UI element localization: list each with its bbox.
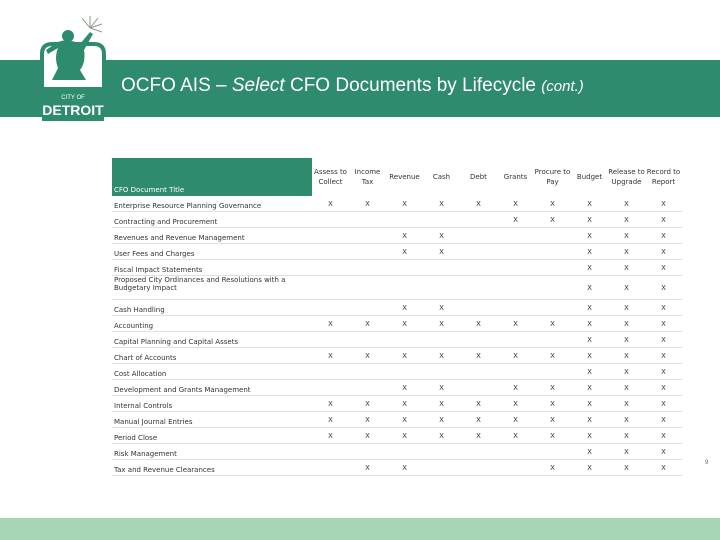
lifecycle-mark-cell: [312, 460, 349, 476]
document-title-cell: Chart of Accounts: [112, 348, 312, 364]
lifecycle-mark-cell: X: [460, 428, 497, 444]
lifecycle-mark-cell: X: [460, 412, 497, 428]
lifecycle-mark-cell: X: [571, 444, 608, 460]
lifecycle-mark-cell: [534, 228, 571, 244]
lifecycle-mark-cell: [497, 460, 534, 476]
lifecycle-mark-cell: X: [571, 460, 608, 476]
lifecycle-mark-cell: X: [497, 428, 534, 444]
lifecycle-mark-cell: [534, 364, 571, 380]
lifecycle-mark-cell: [349, 228, 386, 244]
lifecycle-mark-cell: X: [349, 316, 386, 332]
lifecycle-mark-cell: X: [497, 380, 534, 396]
lifecycle-mark-cell: X: [460, 348, 497, 364]
lifecycle-mark-cell: X: [608, 348, 645, 364]
lifecycle-mark-cell: [460, 300, 497, 316]
logo-text-city-of: CITY OF: [61, 95, 85, 101]
lifecycle-mark-cell: X: [497, 196, 534, 212]
lifecycle-mark-cell: [460, 380, 497, 396]
lifecycle-mark-cell: [423, 444, 460, 460]
document-title-cell: Period Close: [112, 428, 312, 444]
lifecycle-mark-cell: X: [349, 428, 386, 444]
lifecycle-mark-cell: X: [497, 348, 534, 364]
lifecycle-mark-cell: X: [312, 428, 349, 444]
lifecycle-mark-cell: X: [386, 300, 423, 316]
lifecycle-mark-cell: X: [386, 396, 423, 412]
table-row: [112, 444, 682, 460]
lifecycle-mark-cell: [460, 228, 497, 244]
lifecycle-mark-cell: [460, 212, 497, 228]
col-header-record-to-report: Record to Report: [646, 168, 681, 186]
lifecycle-mark-cell: [534, 332, 571, 348]
lifecycle-mark-cell: [497, 444, 534, 460]
lifecycle-mark-cell: X: [386, 196, 423, 212]
lifecycle-mark-cell: X: [534, 348, 571, 364]
lifecycle-mark-cell: [312, 228, 349, 244]
lifecycle-mark-cell: X: [608, 380, 645, 396]
lifecycle-mark-cell: X: [645, 332, 682, 348]
lifecycle-mark-cell: X: [312, 316, 349, 332]
lifecycle-mark-cell: [423, 332, 460, 348]
lifecycle-mark-cell: X: [312, 412, 349, 428]
document-title-cell: User Fees and Charges: [112, 244, 312, 260]
document-title-cell: Internal Controls: [112, 396, 312, 412]
lifecycle-mark-cell: X: [571, 196, 608, 212]
lifecycle-mark-cell: [534, 444, 571, 460]
lifecycle-mark-cell: X: [645, 212, 682, 228]
logo-text-detroit: DETROIT: [42, 102, 104, 118]
table-body: [112, 196, 682, 476]
lifecycle-mark-cell: X: [423, 300, 460, 316]
lifecycle-mark-cell: X: [460, 196, 497, 212]
col-header-release-to-upgrade: Release to Upgrade: [608, 168, 645, 186]
lifecycle-mark-cell: X: [386, 460, 423, 476]
lifecycle-mark-cell: X: [645, 316, 682, 332]
lifecycle-mark-cell: [497, 276, 534, 300]
lifecycle-mark-cell: [386, 260, 423, 276]
col-header-budget: Budget: [576, 173, 603, 181]
document-title-cell: Proposed City Ordinances and Resolutions with a Budgetary Impact: [112, 276, 312, 300]
lifecycle-mark-cell: X: [571, 276, 608, 300]
document-title-cell: Revenues and Revenue Management: [112, 228, 312, 244]
lifecycle-mark-cell: X: [645, 276, 682, 300]
lifecycle-mark-cell: [497, 364, 534, 380]
lifecycle-mark-cell: [312, 260, 349, 276]
document-title-cell: Risk Management: [112, 444, 312, 460]
lifecycle-mark-cell: [460, 244, 497, 260]
lifecycle-mark-cell: X: [460, 396, 497, 412]
lifecycle-mark-cell: X: [645, 444, 682, 460]
lifecycle-mark-cell: X: [571, 332, 608, 348]
lifecycle-mark-cell: X: [608, 212, 645, 228]
lifecycle-mark-cell: X: [534, 428, 571, 444]
lifecycle-mark-cell: X: [608, 364, 645, 380]
lifecycle-mark-cell: X: [608, 260, 645, 276]
lifecycle-mark-cell: [534, 244, 571, 260]
lifecycle-mark-cell: X: [608, 396, 645, 412]
lifecycle-mark-cell: X: [423, 196, 460, 212]
col-header-debt: Debt: [470, 173, 487, 181]
title-prefix: OCFO AIS –: [121, 75, 232, 96]
lifecycle-mark-cell: X: [349, 412, 386, 428]
lifecycle-mark-cell: X: [497, 316, 534, 332]
lifecycle-mark-cell: [423, 364, 460, 380]
lifecycle-mark-cell: X: [386, 380, 423, 396]
lifecycle-mark-cell: [349, 380, 386, 396]
sun-rays-icon: [82, 16, 102, 32]
table-row: [112, 364, 682, 380]
document-title-cell: Manual Journal Entries: [112, 412, 312, 428]
lifecycle-mark-cell: X: [571, 364, 608, 380]
lifecycle-mark-cell: X: [386, 316, 423, 332]
title-middle: CFO Documents by Lifecycle: [284, 75, 542, 96]
lifecycle-mark-cell: [386, 276, 423, 300]
document-title-cell: Capital Planning and Capital Assets: [112, 332, 312, 348]
lifecycle-mark-cell: X: [608, 412, 645, 428]
lifecycle-mark-cell: X: [645, 364, 682, 380]
lifecycle-mark-cell: X: [645, 412, 682, 428]
table-row: [112, 460, 682, 476]
table-row: [112, 244, 682, 260]
lifecycle-mark-cell: [460, 444, 497, 460]
lifecycle-mark-cell: [349, 260, 386, 276]
lifecycle-mark-cell: [349, 300, 386, 316]
lifecycle-mark-cell: X: [608, 332, 645, 348]
lifecycle-mark-cell: X: [608, 276, 645, 300]
lifecycle-mark-cell: X: [571, 212, 608, 228]
col-header-assess-to-collect: Assess to Collect: [314, 168, 347, 186]
lifecycle-mark-cell: X: [497, 412, 534, 428]
table-row: [112, 212, 682, 228]
lifecycle-mark-cell: X: [423, 348, 460, 364]
table-row: [112, 260, 682, 276]
lifecycle-mark-cell: [423, 276, 460, 300]
lifecycle-mark-cell: X: [386, 348, 423, 364]
table-row: [112, 332, 682, 348]
document-title-cell: Contracting and Procurement: [112, 212, 312, 228]
lifecycle-mark-cell: [312, 300, 349, 316]
lifecycle-mark-cell: [349, 212, 386, 228]
lifecycle-mark-cell: X: [608, 196, 645, 212]
lifecycle-mark-cell: X: [423, 228, 460, 244]
lifecycle-mark-cell: X: [349, 396, 386, 412]
lifecycle-mark-cell: X: [571, 412, 608, 428]
lifecycle-mark-cell: X: [312, 396, 349, 412]
lifecycle-mark-cell: X: [349, 348, 386, 364]
lifecycle-mark-cell: X: [645, 300, 682, 316]
lifecycle-mark-cell: [497, 244, 534, 260]
lifecycle-mark-cell: [312, 332, 349, 348]
col-header-doc-title: CFO Document Title: [112, 158, 312, 196]
lifecycle-mark-cell: X: [608, 444, 645, 460]
title-italic: Select: [231, 75, 285, 96]
lifecycle-mark-cell: X: [645, 196, 682, 212]
document-title-cell: Fiscal Impact Statements: [112, 260, 312, 276]
lifecycle-mark-cell: [386, 212, 423, 228]
document-title-cell: Accounting: [112, 316, 312, 332]
lifecycle-mark-cell: [312, 244, 349, 260]
lifecycle-mark-cell: [534, 300, 571, 316]
lifecycle-mark-cell: [386, 332, 423, 348]
lifecycle-mark-cell: [312, 276, 349, 300]
lifecycle-mark-cell: [423, 212, 460, 228]
lifecycle-mark-cell: X: [571, 228, 608, 244]
cfo-documents-table: [112, 158, 682, 476]
city-of-detroit-logo: [28, 14, 118, 132]
lifecycle-mark-cell: [312, 212, 349, 228]
lifecycle-mark-cell: X: [386, 228, 423, 244]
page-title: [121, 75, 584, 97]
lifecycle-mark-cell: X: [534, 396, 571, 412]
col-header-grants: Grants: [503, 173, 528, 181]
col-header-revenue: Revenue: [389, 173, 420, 181]
lifecycle-mark-cell: [460, 332, 497, 348]
lifecycle-mark-cell: X: [534, 196, 571, 212]
lifecycle-mark-cell: X: [645, 428, 682, 444]
table-row: [112, 428, 682, 444]
lifecycle-mark-cell: X: [534, 316, 571, 332]
lifecycle-mark-cell: [386, 444, 423, 460]
lifecycle-mark-cell: X: [460, 316, 497, 332]
lifecycle-mark-cell: [423, 460, 460, 476]
lifecycle-mark-cell: X: [497, 396, 534, 412]
document-title-cell: Cash Handling: [112, 300, 312, 316]
table-row: [112, 228, 682, 244]
lifecycle-mark-cell: [349, 276, 386, 300]
lifecycle-mark-cell: X: [608, 460, 645, 476]
table-row: [112, 412, 682, 428]
table-row: [112, 380, 682, 396]
lifecycle-mark-cell: X: [386, 412, 423, 428]
lifecycle-mark-cell: X: [645, 396, 682, 412]
table-row: [112, 316, 682, 332]
lifecycle-mark-cell: [349, 332, 386, 348]
table-row: [112, 276, 682, 300]
lifecycle-mark-cell: [386, 364, 423, 380]
lifecycle-mark-cell: X: [571, 244, 608, 260]
lifecycle-mark-cell: [497, 332, 534, 348]
lifecycle-mark-cell: [460, 260, 497, 276]
lifecycle-mark-cell: [349, 364, 386, 380]
lifecycle-mark-cell: X: [423, 428, 460, 444]
lifecycle-mark-cell: X: [645, 260, 682, 276]
table-row: [112, 396, 682, 412]
lifecycle-mark-cell: X: [386, 428, 423, 444]
lifecycle-mark-cell: [460, 276, 497, 300]
lifecycle-mark-cell: X: [423, 412, 460, 428]
lifecycle-mark-cell: X: [645, 380, 682, 396]
lifecycle-mark-cell: X: [571, 260, 608, 276]
table-row: [112, 300, 682, 316]
lifecycle-mark-cell: X: [608, 300, 645, 316]
lifecycle-mark-cell: X: [571, 396, 608, 412]
lifecycle-mark-cell: X: [645, 228, 682, 244]
lifecycle-mark-cell: [460, 364, 497, 380]
lifecycle-mark-cell: X: [423, 316, 460, 332]
title-suffix: (cont.): [541, 78, 584, 95]
lifecycle-mark-cell: [497, 300, 534, 316]
lifecycle-mark-cell: [312, 444, 349, 460]
lifecycle-mark-cell: X: [645, 244, 682, 260]
col-header-income-tax: Income Tax: [354, 168, 381, 186]
lifecycle-mark-cell: X: [386, 244, 423, 260]
document-title-cell: Cost Allocation: [112, 364, 312, 380]
lifecycle-mark-cell: [349, 444, 386, 460]
lifecycle-mark-cell: [460, 460, 497, 476]
col-header-cash: Cash: [432, 173, 451, 181]
lifecycle-mark-cell: [312, 364, 349, 380]
lifecycle-mark-cell: X: [571, 316, 608, 332]
lifecycle-mark-cell: X: [571, 300, 608, 316]
document-title-cell: Tax and Revenue Clearances: [112, 460, 312, 476]
lifecycle-mark-cell: X: [571, 428, 608, 444]
lifecycle-mark-cell: X: [608, 428, 645, 444]
lifecycle-mark-cell: X: [534, 212, 571, 228]
lifecycle-mark-cell: X: [534, 460, 571, 476]
col-header-procure-to-pay: Procure to Pay: [534, 168, 571, 186]
lifecycle-mark-cell: X: [312, 348, 349, 364]
lifecycle-mark-cell: X: [349, 196, 386, 212]
lifecycle-mark-cell: [497, 260, 534, 276]
lifecycle-mark-cell: [534, 276, 571, 300]
document-title-cell: Development and Grants Management: [112, 380, 312, 396]
lifecycle-mark-cell: X: [645, 348, 682, 364]
lifecycle-mark-cell: X: [571, 380, 608, 396]
lifecycle-mark-cell: X: [608, 316, 645, 332]
lifecycle-mark-cell: X: [534, 412, 571, 428]
table-row: [112, 196, 682, 212]
lifecycle-mark-cell: X: [497, 212, 534, 228]
lifecycle-mark-cell: X: [571, 348, 608, 364]
document-title-cell: Enterprise Resource Planning Governance: [112, 196, 312, 212]
table-header-row: [112, 158, 682, 196]
table-row: [112, 348, 682, 364]
lifecycle-mark-cell: [497, 228, 534, 244]
lifecycle-mark-cell: [534, 260, 571, 276]
page-number: 9: [705, 460, 709, 466]
lifecycle-mark-cell: [423, 260, 460, 276]
lifecycle-mark-cell: X: [423, 380, 460, 396]
lifecycle-mark-cell: X: [534, 380, 571, 396]
lifecycle-mark-cell: [312, 380, 349, 396]
lifecycle-mark-cell: X: [645, 460, 682, 476]
lifecycle-mark-cell: X: [423, 244, 460, 260]
lifecycle-mark-cell: X: [608, 244, 645, 260]
lifecycle-mark-cell: X: [423, 396, 460, 412]
lifecycle-mark-cell: X: [349, 460, 386, 476]
lifecycle-mark-cell: X: [312, 196, 349, 212]
footer-bar: [0, 518, 720, 540]
lifecycle-mark-cell: [349, 244, 386, 260]
lifecycle-mark-cell: X: [608, 228, 645, 244]
